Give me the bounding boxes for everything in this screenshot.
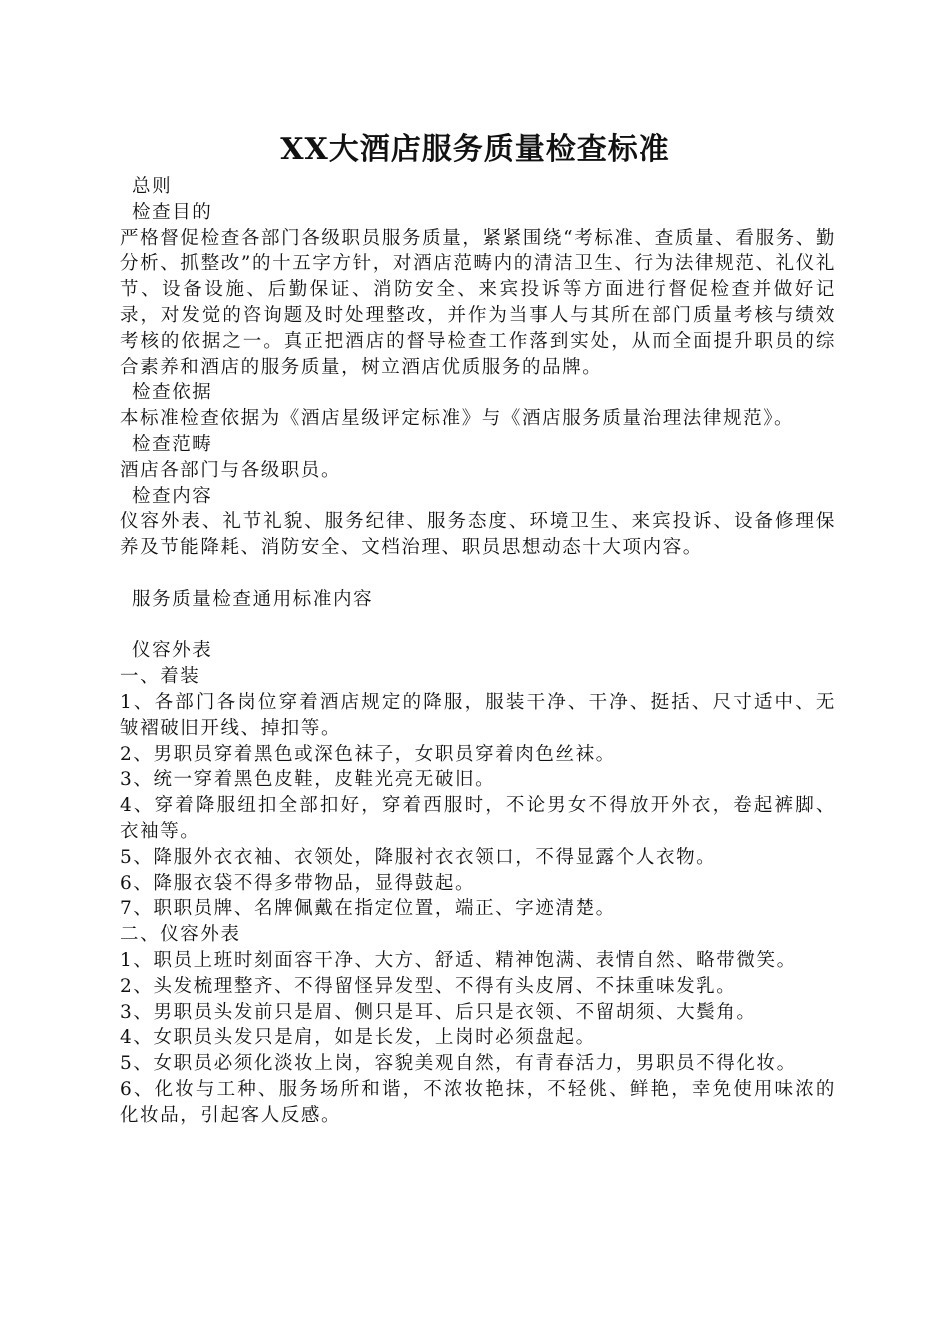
section-heading-purpose: 检查目的: [132, 201, 213, 223]
list-item-grooming: 2、头发梳理整齐、不得留怪异发型、不得有头皮屑、不抹重味发乳。: [120, 975, 737, 997]
section-heading-content: 检查内容: [132, 485, 213, 507]
list-item-dress: 7、职职员牌、名牌佩戴在指定位置，端正、字迹清楚。: [120, 898, 616, 920]
section-heading-basis: 检查依据: [132, 382, 213, 404]
list-item-dress: 2、男职员穿着黑色或深色袜子，女职员穿着肉色丝袜。: [120, 743, 616, 765]
list-item-grooming: 1、职员上班时刻面容干净、大方、舒适、精神饱满、表情自然、略带微笑。: [120, 949, 797, 971]
list-item-dress: 4、穿着降服纽扣全部扣好，穿着西服时，不论男女不得放开外衣，卷起裤脚、衣袖等。: [120, 795, 836, 842]
list-item-grooming: 3、男职员头发前只是眉、侧只是耳、后只是衣领、不留胡须、大鬓角。: [120, 1001, 757, 1023]
list-item-dress: 6、降服衣袋不得多带物品，显得鼓起。: [120, 872, 476, 894]
list-item-grooming: 4、女职员头发只是肩，如是长发，上岗时必须盘起。: [120, 1027, 596, 1049]
paragraph-basis: 本标准检查依据为《酒店星级评定标准》与《酒店服务质量治理法律规范》。: [120, 408, 795, 430]
section-heading-general-standard: 服务质量检查通用标准内容: [132, 588, 374, 610]
list-item-dress: 5、降服外衣衣袖、衣领处，降服衬衣衣领口，不得显露个人衣物。: [120, 846, 717, 868]
spacer: [114, 613, 836, 639]
section-heading-scope: 检查范畴: [132, 433, 213, 455]
subsection-heading-grooming: 二、仪容外表: [120, 924, 241, 946]
document-page: [114, 128, 836, 1128]
paragraph-content: 仪容外表、礼节礼貌、服务纪律、服务态度、环境卫生、来宾投诉、设备修理保养及节能降耗、消防安全、文档治理、职员思想动态十大项内容。: [120, 511, 836, 559]
list-item-grooming: 6、化妆与工种、服务场所和谐，不浓妆艳抹，不轻佻、鲜艳，幸免使用味浓的化妆品，引起客人反感。: [120, 1078, 836, 1126]
section-heading-appearance: 仪容外表: [132, 640, 213, 662]
list-item-dress: 3、统一穿着黑色皮鞋，皮鞋光亮无破旧。: [120, 769, 496, 791]
subsection-heading-dress: 一、着装: [120, 666, 201, 688]
section-heading-general: 总则: [132, 176, 173, 197]
document-title: XX大酒店服务质量检查标准: [280, 132, 670, 167]
list-item-dress: 1、各部门各岗位穿着酒店规定的降服，服装干净、干净、挺括、尺寸适中、无皱褶破旧开线、掉扣等。: [120, 691, 836, 739]
spacer: [114, 561, 836, 587]
list-item-grooming: 5、女职员必须化淡妆上岗，容貌美观自然，有青春活力，男职员不得化妆。: [120, 1053, 797, 1075]
paragraph-scope: 酒店各部门与各级职员。: [120, 459, 342, 481]
paragraph-purpose: 严格督促检查各部门各级职员服务质量，紧紧围绕“考标准、查质量、看服务、勤分析、抓整改”的十五字方针，对酒店范畴内的清洁卫生、行为法律规范、礼仪礼节、设备设施、后勤保证、消防安全、来宾投诉等方面进行督促检查并做好记录，对发觉的咨询题及时处理整改，并作为当事人与其所在部门质量考核与绩效考核的依据之一。真正把酒店的督导检查工作落到实处，从而全面提升职员的综合素养和酒店的服务质量，树立酒店优质服务的品牌。: [120, 227, 836, 378]
